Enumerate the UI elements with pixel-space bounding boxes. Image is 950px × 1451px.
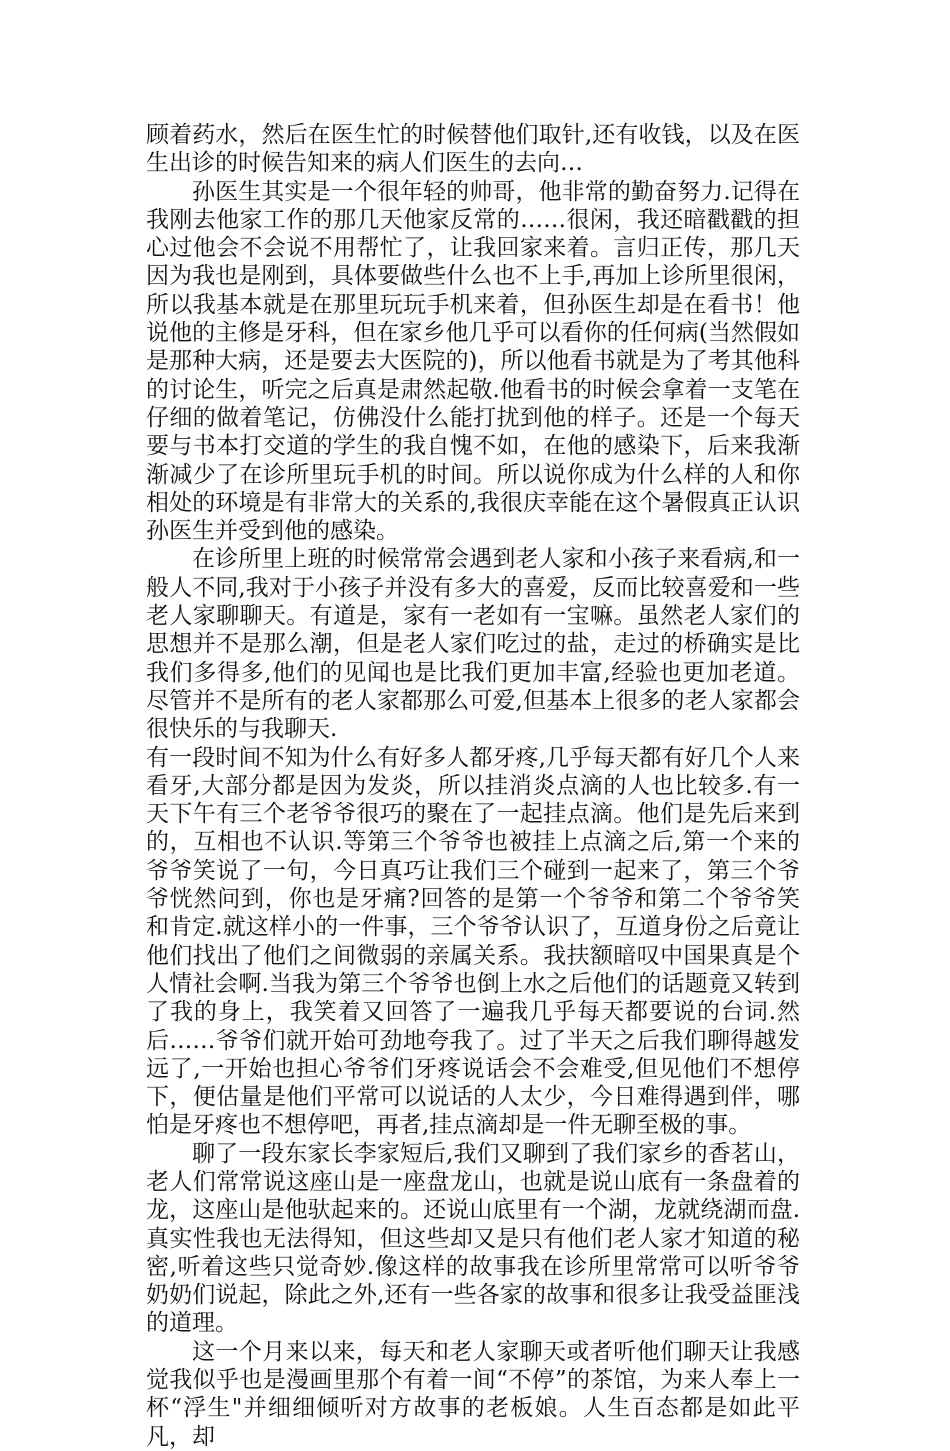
paragraph-2: 孙医生其实是一个很年轻的帅哥，他非常的勤奋努力.记得在我刚去他家工作的那几天他家反常的……很闲，我还暗戳戳的担心过他会不会说不用帮忙了，让我回家来着。言归正传，那几天因为我也是刚到，具体要做些什么也不上手,再加上诊所里很闲，所以我基本就是在那里玩玩手机来着，但孙医生却是在看书！他说他的主修是牙科，但在家乡他几乎可以看你的任何病(当然假如是那种大病，还是要去大医院的)，所以他看书就是为了考其他科的讨论生，听完之后真是肃然起敬.他看书的时候会拿着一支笔在仔细的做着笔记，仿佛没什么能打扰到他的样子。还是一个每天要与书本打交道的学生的我自愧不如，在他的感染下，后来我渐渐减少了在诊所里玩手机的时间。所以说你成为什么样的人和你相处的环境是有非常大的关系的,我很庆幸能在这个暑假真正认识孙医生并受到他的感染。 (146, 178, 800, 545)
document-body (146, 121, 800, 1451)
paragraph-3: 在诊所里上班的时候常常会遇到老人家和小孩子来看病,和一般人不同,我对于小孩子并没有多大的喜爱，反而比较喜爱和一些老人家聊聊天。有道是，家有一老如有一宝嘛。虽然老人家们的思想并不是那么潮，但是老人家们吃过的盐，走过的桥确实是比我们多得多,他们的见闻也是比我们更加丰富,经验也更加老道。尽管并不是所有的老人家都那么可爱,但基本上很多的老人家都会很快乐的与我聊天. (146, 546, 800, 743)
paragraph-6: 这一个月来以来，每天和老人家聊天或者听他们聊天让我感觉我似乎也是漫画里那个有着一间“不停”的茶馆，为来人奉上一杯“浮生"并细细倾听对方故事的老板娘。人生百态都是如此平凡，却 (146, 1338, 800, 1450)
paragraph-4: 有一段时间不知为什么有好多人都牙疼,几乎每天都有好几个人来看牙,大部分都是因为发炎，所以挂消炎点滴的人也比较多.有一天下午有三个老爷爷很巧的聚在了一起挂点滴。他们是先后来到的，互相也不认识.等第三个爷爷也被挂上点滴之后,第一个来的爷爷笑说了一句，今日真巧让我们三个碰到一起来了，第三个爷爷恍然问到，你也是牙痛?回答的是第一个爷爷和第二个爷爷笑和肯定.就这样小的一件事，三个爷爷认识了，互道身份之后竟让他们找出了他们之间微弱的亲属关系。我扶额暗叹中国果真是个人情社会啊.当我为第三个爷爷也倒上水之后他们的话题竟又转到了我的身上，我笑着又回答了一遍我几乎每天都要说的台词.然后……爷爷们就开始可劲地夸我了。过了半天之后我们聊得越发远了,一开始也担心爷爷们牙疼说话会不会难受,但见他们不想停下，便估量是他们平常可以说话的人太少，今日难得遇到伴，哪怕是牙疼也不想停吧，再者,挂点滴却是一件无聊至极的事。 (146, 744, 800, 1139)
paragraph-5: 聊了一段东家长李家短后,我们又聊到了我们家乡的香茗山，老人们常常说这座山是一座盘龙山，也就是说山底有一条盘着的龙，这座山是他驮起来的。还说山底里有一个湖，龙就绕湖而盘.真实性我也无法得知，但这些却又是只有他们老人家才知道的秘密,听着这些只觉奇妙.像这样的故事我在诊所里常常可以听爷爷奶奶们说起，除此之外,还有一些各家的故事和很多让我受益匪浅的道理。 (146, 1140, 800, 1337)
paragraph-1: 顾着药水，然后在医生忙的时候替他们取针,还有收钱，以及在医生出诊的时候告知来的病人们医生的去向… (146, 122, 800, 177)
